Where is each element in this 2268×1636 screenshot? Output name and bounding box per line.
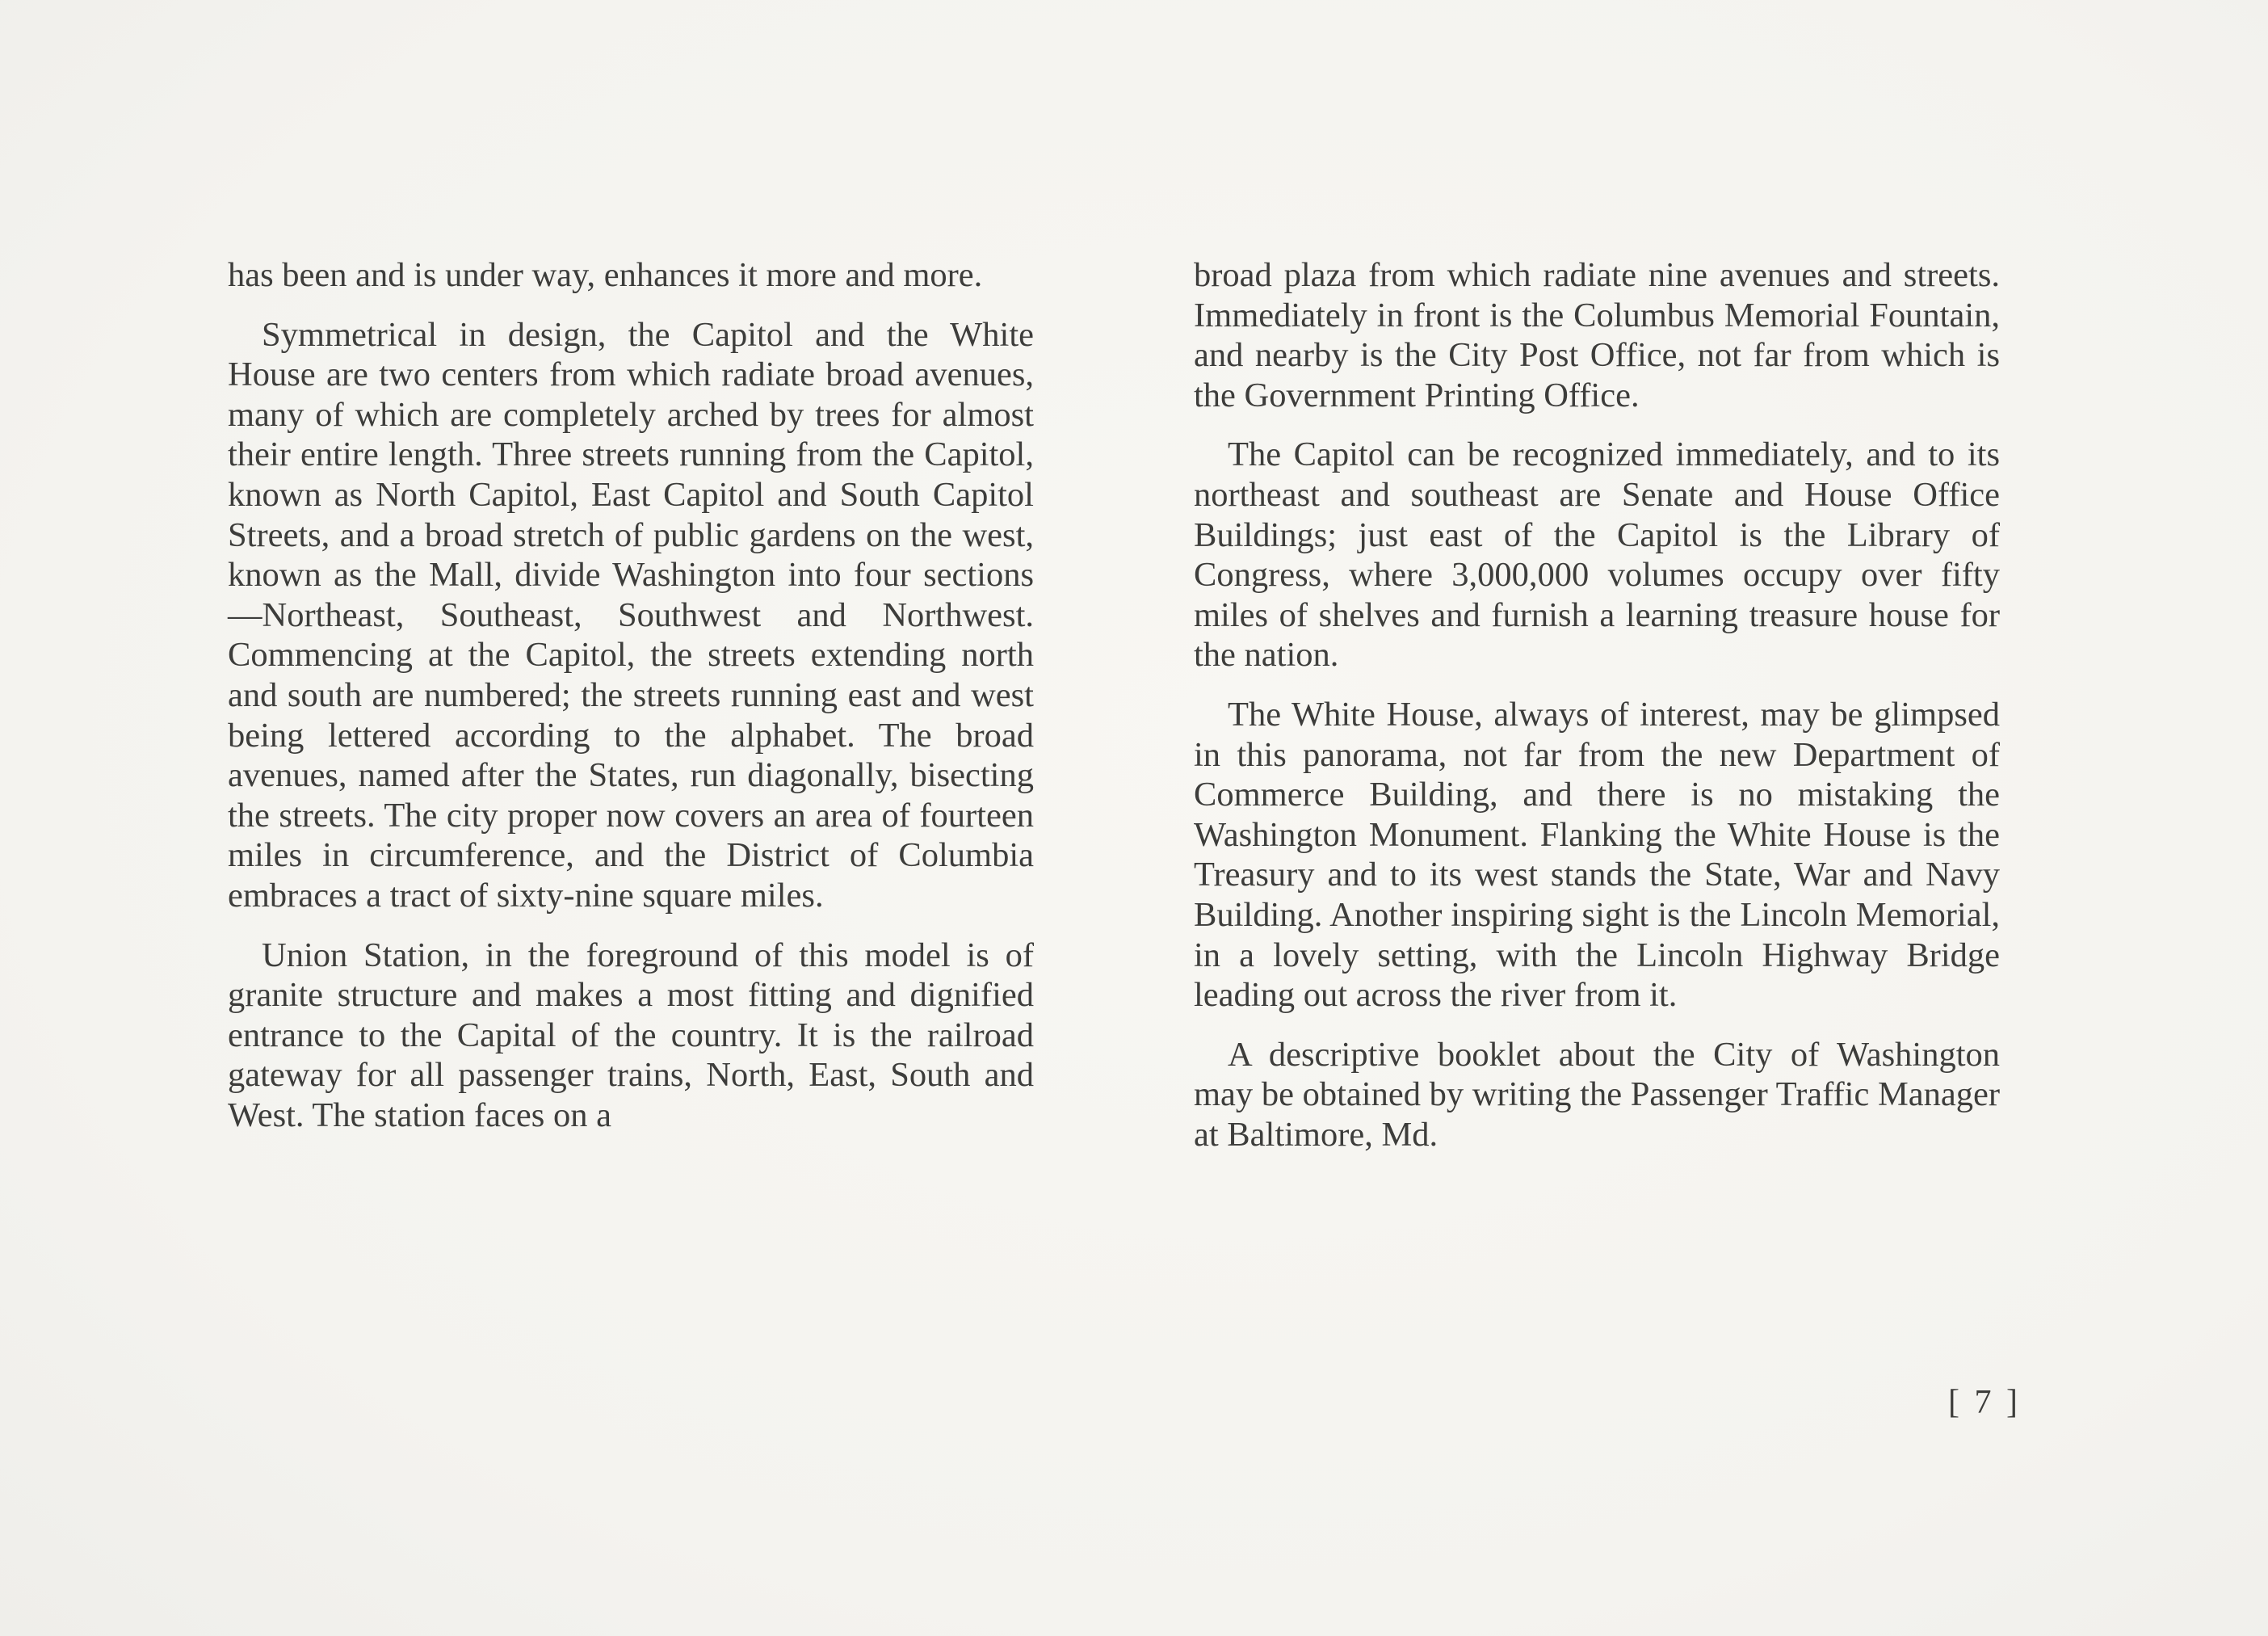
paragraph-capitol: The Capitol can be recognized immediately, and to its northeast and southeast are Senate and House Office Buildings; just east of the Capitol is the Library of Congress, where 3,000,000 volumes occupy over fifty miles of shelves and furnish a learning treasure house for the nation. (1194, 435, 2000, 675)
left-text-column (228, 255, 1034, 1154)
paragraph-continuation: has been and is under way, enhances it more and more. (228, 256, 983, 294)
right-text-column (1194, 255, 2000, 1174)
paragraph-symmetrical-design: Symmetrical in design, the Capitol and the White House are two centers from which radiate broad avenues, many of which are completely arched by trees for almost their entire length. Three streets running from the Capitol, known as North Capitol, East Capitol and South Capitol Streets, and a broad stretch of public gardens on the west, known as the Mall, divide Washington into four sections—Northeast, Southeast, Southwest and Northwest. Commencing at the Capitol, the streets extending north and south are numbered; the streets running east and west being lettered according to the alphabet. The broad avenues, named after the States, run diagonally, bisecting the streets. The city proper now covers an area of fourteen miles in circumference, and the District of Columbia embraces a tract of sixty-nine square miles. (228, 315, 1034, 915)
paragraph-union-station: Union Station, in the foreground of this model is of granite structure and makes a most fitting and dignified entrance to the Capital of the country. It is the railroad gateway for all passenger trains, North, East, South and West. The station faces on a (228, 936, 1034, 1134)
paragraph-booklet: A descriptive booklet about the City of Washington may be obtained by writing the Passenger Traffic Manager at Baltimore, Md. (1194, 1035, 2000, 1154)
paragraph-broad-plaza: broad plaza from which radiate nine avenues and streets. Immediately in front is the Columbus Memorial Fountain, and nearby is the City Post Office, not far from which is the Government Printing Office. (1194, 256, 2000, 414)
paragraph-white-house: The White House, always of interest, may be glimpsed in this panorama, not far from the new Department of Commerce Building, and there is no mistaking the Washington Monument. Flanking the White House is the Treasury and to its west stands the State, War and Navy Building. Another inspiring sight is the Lincoln Memorial, in a lovely setting, with the Lincoln Highway Bridge leading out across the river from it. (1194, 695, 2000, 1015)
page-number: [ 7 ] (1948, 1384, 2021, 1421)
